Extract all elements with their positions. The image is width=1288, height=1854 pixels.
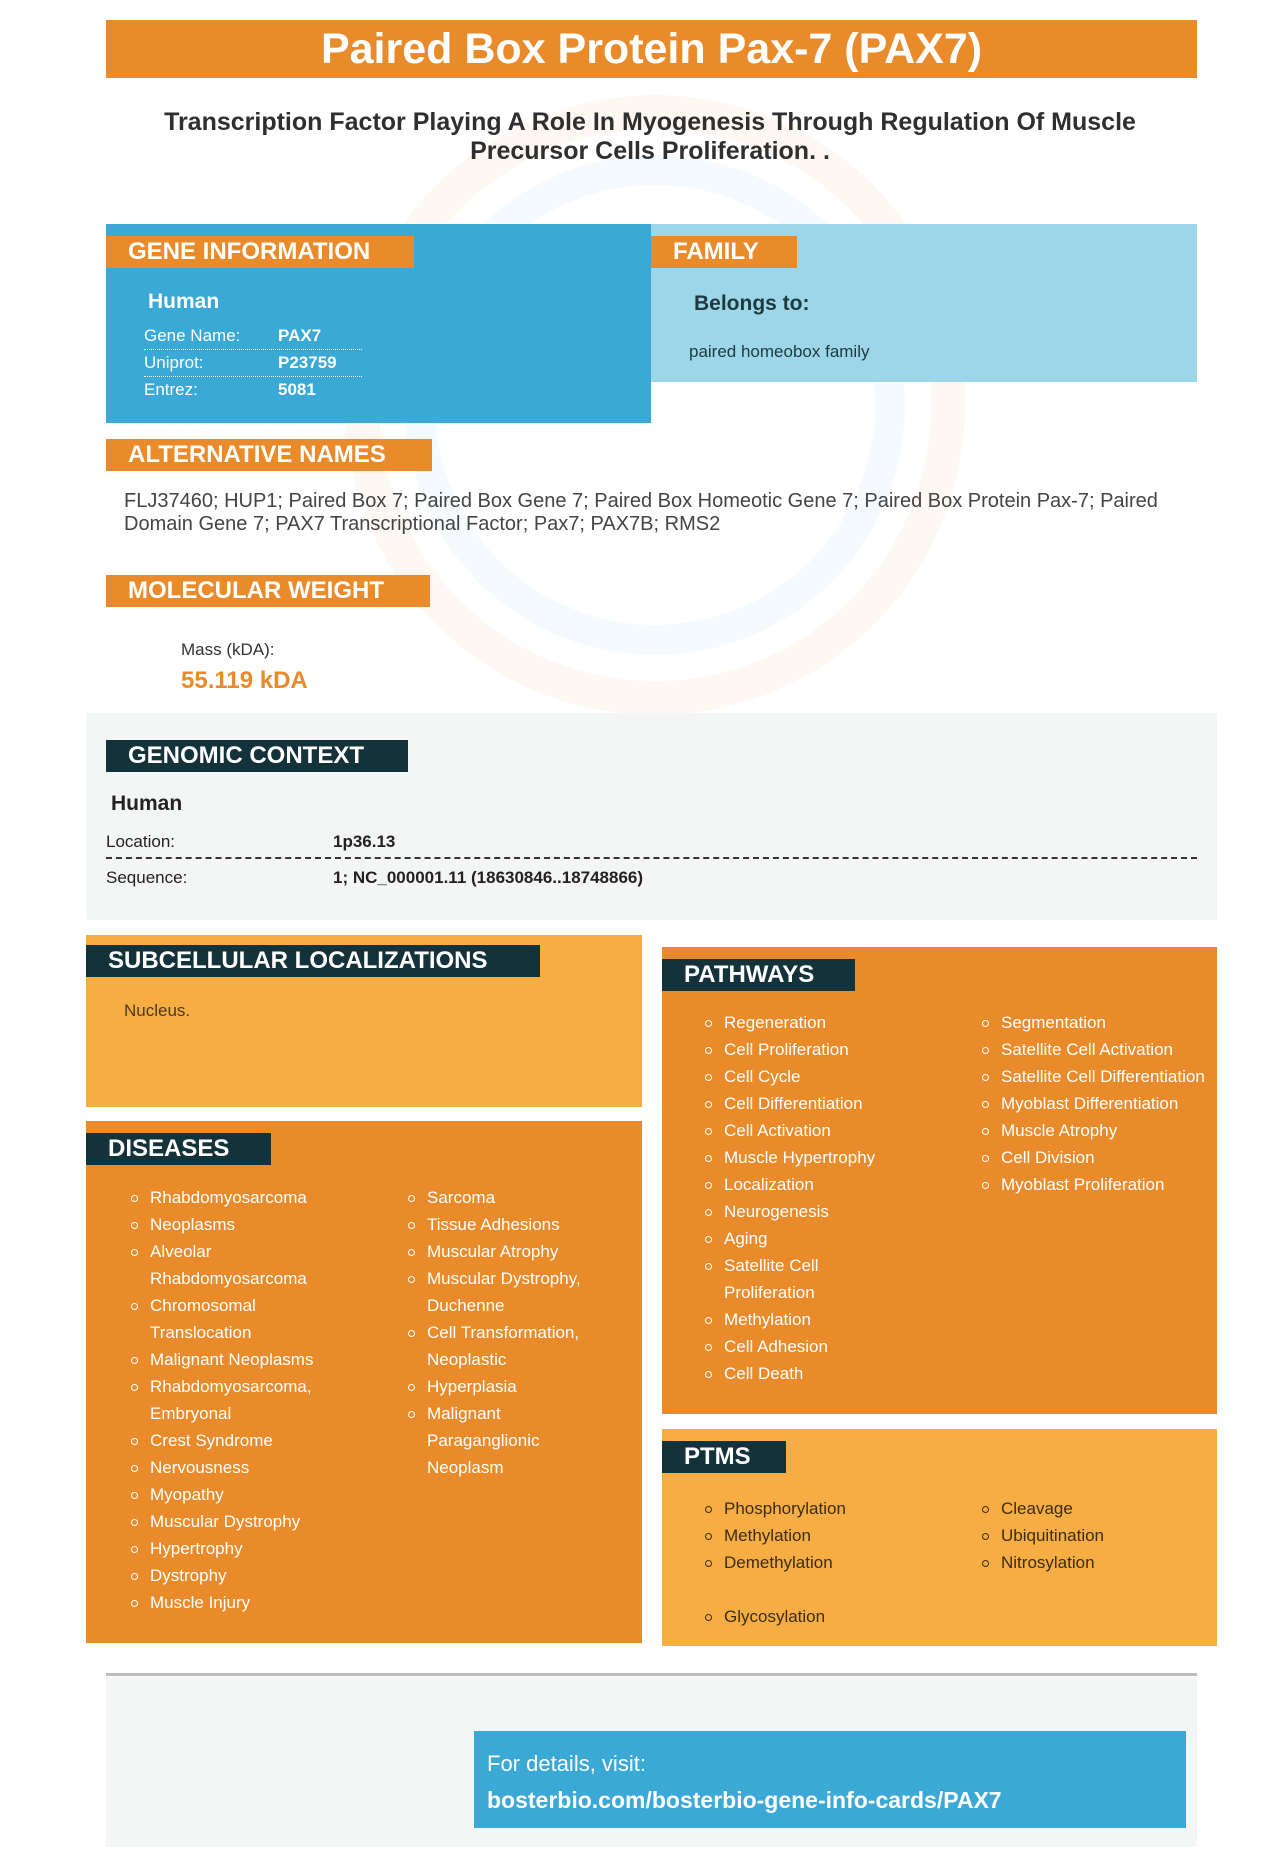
subcellular-value: Nucleus. (124, 1001, 191, 1020)
pathway-item: Neurogenesis (702, 1198, 902, 1225)
genomic-context-organism: Human (111, 792, 183, 815)
entrez-value: 5081 (278, 380, 316, 399)
genomic-context-heading: GENOMIC CONTEXT (106, 740, 408, 772)
ptms-list-1 (702, 1495, 922, 1576)
disease-item: Nervousness (128, 1454, 354, 1481)
subcellular-localizations-panel (86, 935, 642, 1107)
molecular-weight-heading: MOLECULAR WEIGHT (106, 575, 430, 607)
diseases-list-2 (405, 1184, 605, 1481)
location-value: 1p36.13 (333, 832, 396, 851)
mass-value: 55.119 kDA (181, 667, 308, 694)
disease-item: Dystrophy (128, 1562, 354, 1589)
pathway-item: Myoblast Proliferation (979, 1171, 1209, 1198)
entrez-label: Entrez: (144, 380, 198, 399)
family-value: paired homeobox family (689, 342, 870, 361)
subcellular-localizations-heading: SUBCELLULAR LOCALIZATIONS (86, 945, 540, 977)
gene-name-value: PAX7 (278, 326, 322, 345)
disease-item: Sarcoma (405, 1184, 605, 1211)
sequence-row (106, 859, 1197, 893)
gene-info-organism: Human (148, 290, 220, 313)
sequence-value: 1; NC_000001.11 (18630846..18748866) (333, 868, 644, 887)
disease-item: Malignant Neoplasms (128, 1346, 354, 1373)
entrez-row (144, 376, 362, 403)
ptms-list-2 (979, 1495, 1199, 1576)
alternative-names-text: FLJ37460; HUP1; Paired Box 7; Paired Box Gene 7; Paired Box Homeotic Gene 7; Paired Box Protein Pax-7; Paired Domain Gene 7; PAX7 Transcriptional Factor; Pax7; PAX7B; RMS2 (124, 490, 1158, 535)
pathway-item: Cell Division (979, 1144, 1209, 1171)
pathway-item: Cell Cycle (702, 1063, 902, 1090)
disease-item: Rhabdomyosarcoma (128, 1184, 354, 1211)
diseases-panel (86, 1121, 642, 1643)
pathway-item: Cell Adhesion (702, 1333, 902, 1360)
family-heading: FAMILY (651, 236, 797, 268)
ptm-item: Methylation (702, 1522, 922, 1549)
ptm-item: Phosphorylation (702, 1495, 922, 1522)
disease-item: Malignant Paraganglionic Neoplasm (405, 1400, 605, 1481)
ptm-item: Glycosylation (702, 1603, 922, 1630)
pathway-item: Cell Differentiation (702, 1090, 902, 1117)
disease-item: Muscular Dystrophy (128, 1508, 354, 1535)
footer-url-link[interactable]: bosterbio.com/bosterbio-gene-info-cards/PAX7 (487, 1787, 1002, 1813)
ptm-item: Nitrosylation (979, 1549, 1199, 1576)
pathway-item: Cell Proliferation (702, 1036, 902, 1063)
pathway-item: Satellite Cell Activation (979, 1036, 1209, 1063)
gene-information-heading: GENE INFORMATION (106, 236, 414, 268)
pathway-item: Cell Activation (702, 1117, 902, 1144)
family-belongs-label: Belongs to: (694, 292, 810, 315)
disease-item: Crest Syndrome (128, 1427, 354, 1454)
disease-item: Chromosomal Translocation (128, 1292, 354, 1346)
pathways-heading: PATHWAYS (662, 959, 855, 991)
gene-name-label: Gene Name: (144, 326, 241, 345)
footer-link-box[interactable] (474, 1731, 1186, 1828)
alternative-names-heading: ALTERNATIVE NAMES (106, 439, 432, 471)
disease-item: Muscular Atrophy (405, 1238, 605, 1265)
disease-item: Cell Transformation, Neoplastic (405, 1319, 605, 1373)
pathway-item: Segmentation (979, 1009, 1209, 1036)
ptms-list-3 (702, 1603, 922, 1630)
pathway-item: Localization (702, 1171, 902, 1198)
pathways-list-2 (979, 1009, 1209, 1198)
uniprot-row (144, 349, 362, 377)
pathway-item: Satellite Cell Proliferation (702, 1252, 902, 1306)
disease-item: Rhabdomyosarcoma, Embryonal (128, 1373, 354, 1427)
family-panel (651, 224, 1197, 382)
pathways-panel (662, 947, 1217, 1414)
footer-details-label: For details, visit: (487, 1751, 646, 1776)
disease-item: Hypertrophy (128, 1535, 354, 1562)
pathway-item: Satellite Cell Differentiation (979, 1063, 1209, 1090)
pathway-item: Myoblast Differentiation (979, 1090, 1209, 1117)
uniprot-label: Uniprot: (144, 353, 204, 372)
disease-item: Hyperplasia (405, 1373, 605, 1400)
pathway-item: Muscle Atrophy (979, 1117, 1209, 1144)
uniprot-value: P23759 (278, 353, 337, 372)
gene-name-row (144, 322, 362, 350)
disease-item: Myopathy (128, 1481, 354, 1508)
mass-label: Mass (kDA): (181, 640, 275, 659)
pathway-item: Aging (702, 1225, 902, 1252)
diseases-heading: DISEASES (86, 1133, 271, 1165)
pathway-item: Methylation (702, 1306, 902, 1333)
disease-item: Muscle Injury (128, 1589, 354, 1616)
pathways-list-1 (702, 1009, 902, 1387)
disease-item: Tissue Adhesions (405, 1211, 605, 1238)
footer-divider (106, 1673, 1197, 1676)
ptm-item: Ubiquitination (979, 1522, 1199, 1549)
ptm-item: Demethylation (702, 1549, 922, 1576)
ptms-panel (662, 1429, 1217, 1646)
disease-item: Alveolar Rhabdomyosarcoma (128, 1238, 354, 1292)
disease-item: Muscular Dystrophy, Duchenne (405, 1265, 605, 1319)
diseases-list-1 (128, 1184, 354, 1616)
page-title: Paired Box Protein Pax-7 (PAX7) (106, 20, 1197, 78)
pathway-item: Regeneration (702, 1009, 902, 1036)
pathway-item: Muscle Hypertrophy (702, 1144, 902, 1171)
sequence-label: Sequence: (106, 868, 188, 887)
page-subtitle: Transcription Factor Playing A Role In Myogenesis Through Regulation Of Muscle Precursor Cells Proliferation. . (164, 108, 1136, 165)
ptms-heading: PTMS (662, 1441, 786, 1473)
pathway-item: Cell Death (702, 1360, 902, 1387)
gene-information-panel (106, 224, 651, 423)
location-label: Location: (106, 832, 175, 851)
disease-item: Neoplasms (128, 1211, 354, 1238)
location-row (106, 823, 1197, 859)
ptm-item: Cleavage (979, 1495, 1199, 1522)
